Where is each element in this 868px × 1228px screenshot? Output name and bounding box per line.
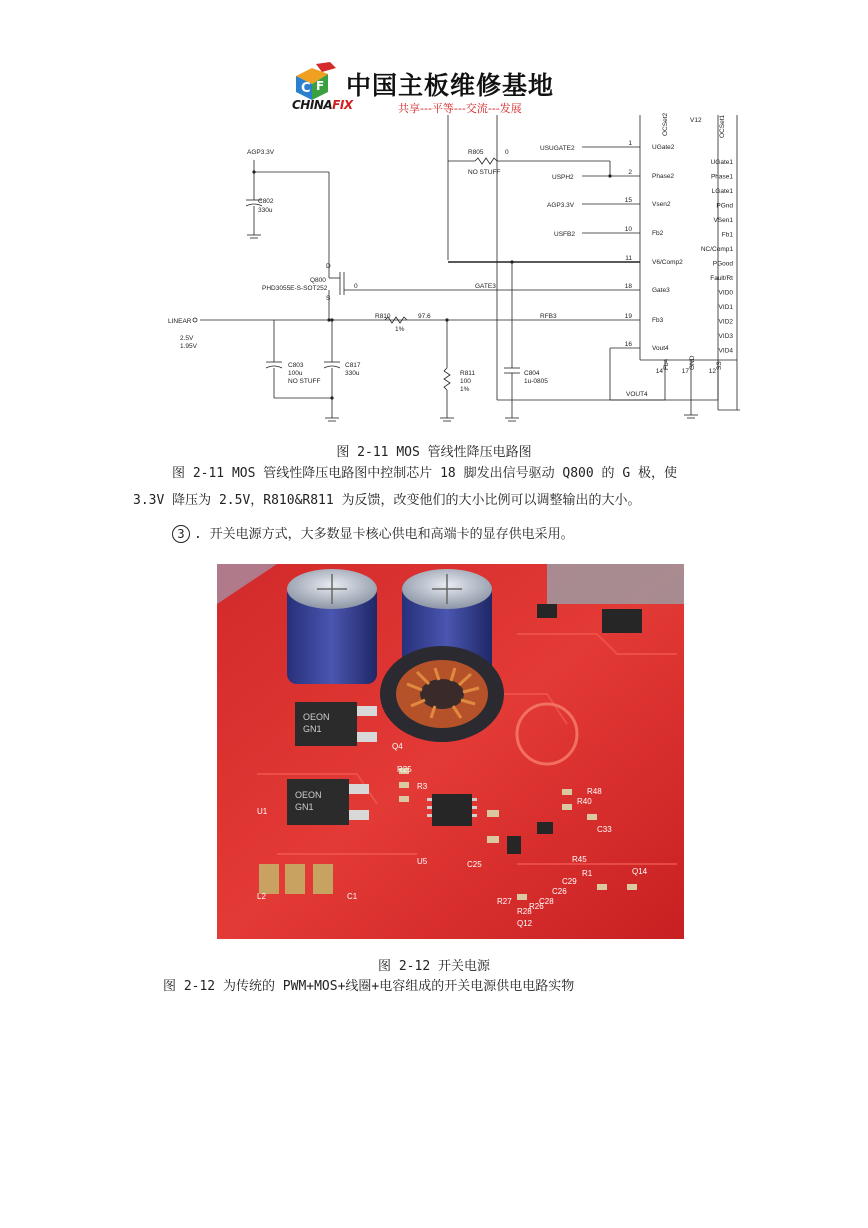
ic-pin-name: VID3 (718, 333, 733, 340)
switching-power-supply-photo (217, 564, 684, 939)
label-q800-part: PHD3055E-S-SOT252 (262, 285, 328, 292)
metal-bracket (547, 564, 684, 604)
label-c802: C802 (258, 198, 274, 205)
label-r811: R811 (460, 370, 476, 377)
ic-pin-number: 12 (708, 368, 716, 375)
ic-pin-name: VID2 (718, 318, 733, 326)
ic-pin-name: VSen1 (713, 217, 733, 224)
label-c817-val: 330u (345, 370, 360, 377)
label-usugate2: USUGATE2 (540, 145, 575, 152)
silkscreen-label: C28 (539, 897, 554, 906)
smd-transistor-2 (537, 822, 553, 834)
label-agp33-b: AGP3.3V (547, 202, 575, 209)
list-item-3-text: . 开关电源方式，大多数显卡核心供电和高端卡的显存供电采用。 (194, 527, 574, 542)
label-c802-val: 330u (258, 207, 273, 214)
label-c804-val: 1u-0805 (524, 378, 548, 385)
ic-pin-name: VID1 (718, 304, 733, 311)
toroid-inductor (380, 646, 504, 742)
silkscreen-label: R40 (577, 797, 592, 806)
ic-pin-name: VID0 (718, 289, 733, 297)
label-usfb2: USFB2 (554, 231, 575, 238)
ic-pin-name: Fb3 (652, 317, 664, 324)
silkscreen-label: R27 (497, 897, 512, 906)
label-r805-ns: NO STUFF (468, 169, 501, 176)
ic-pin-name: VID4 (718, 347, 733, 355)
ic-pin-number: 19 (624, 313, 632, 320)
ic-pin-name: Fb2 (652, 230, 664, 237)
label-d: D (326, 263, 331, 270)
electrolytic-capacitor-1 (287, 569, 377, 684)
ic-pin-name: Gate3 (652, 287, 670, 294)
ic-pin-name: V6/Comp2 (652, 259, 683, 266)
label-c803-ns: NO STUFF (288, 378, 321, 385)
brand-fix: FIX (332, 98, 353, 112)
silkscreen-label: C1 (347, 892, 358, 901)
chip-2-label: OEON (295, 790, 322, 800)
paragraph-1-line-1: 图 2-11 MOS 管线性降压电路图中控制芯片 18 脚发出信号驱动 Q800 的 G 极，使 (172, 466, 678, 481)
label-v12: V12 (690, 117, 702, 124)
ic-right-pins (701, 159, 734, 355)
svg-text:C: C (301, 81, 311, 96)
chip-2-code: GN1 (295, 802, 314, 812)
silkscreen-label: R25 (397, 765, 412, 774)
silkscreen-label: C26 (552, 887, 567, 896)
figure-2-12-caption: 图 2-12 开关电源 (378, 959, 490, 974)
label-linear: LINEAR (168, 318, 192, 325)
silkscreen-label: Q4 (392, 742, 403, 751)
circled-number-3: 3 (172, 525, 190, 543)
silkscreen-label: L2 (257, 892, 266, 901)
ic-pin-name: LGate1 (711, 188, 733, 195)
pwm-controller-chip (427, 794, 477, 826)
silkscreen-label: U5 (417, 857, 428, 866)
ic-pin-name: Phase1 (710, 173, 733, 181)
label-r805-val: 0 (505, 149, 509, 156)
label-agp33: AGP3.3V (247, 149, 275, 156)
silkscreen-label: R3 (417, 782, 428, 791)
site-title: 中国主板维修基地 (346, 71, 555, 100)
silkscreen-label: C29 (562, 877, 577, 886)
ic-pin-name: Fb1 (721, 231, 733, 239)
site-slogan: 共享---平等---交流---发展 (398, 102, 522, 115)
silkscreen-label: Q14 (632, 867, 648, 876)
label-rfb3: RFB3 (540, 313, 557, 320)
brand-china: CHINA (292, 98, 333, 112)
label-gate3: GATE3 (475, 283, 496, 290)
ic-pin-number: 10 (624, 226, 632, 233)
smd-transistor (537, 604, 557, 618)
mos-linear-regulator-schematic (150, 100, 750, 430)
ic-pin-name: Fb4 (663, 358, 670, 370)
ic-pin-number: 16 (624, 341, 632, 348)
paragraph-2: 图 2-12 为传统的 PWM+MOS+线圈+电容组成的开关电源供电电路实物 (163, 979, 575, 994)
label-1v95: 1.95V (180, 343, 197, 350)
ic-pin-number: 1 (628, 140, 632, 147)
chip-1-label: OEON (303, 712, 330, 722)
label-vout4: VOUT4 (626, 391, 648, 398)
ic-pin-name: UGate2 (652, 144, 675, 151)
silkscreen-label: U1 (257, 807, 268, 816)
silkscreen-label: C33 (597, 825, 612, 834)
svg-text:F: F (316, 79, 325, 93)
pcb-photo-illustration (217, 564, 684, 939)
chip-1-code: GN1 (303, 724, 322, 734)
silkscreen-label: Q12 (517, 919, 533, 928)
silkscreen-label: R28 (517, 907, 532, 916)
ic-pin-name: NC/Comp1 (700, 246, 733, 253)
label-r810-val: 97.6 (418, 313, 431, 320)
label-ocset2: OCSet2 (662, 112, 669, 136)
ic-pin-number: 2 (628, 169, 632, 176)
ic-pin-name: Vsen2 (652, 201, 671, 208)
ic-pin-number: 18 (624, 283, 632, 290)
ic-pin-number: 17 (681, 368, 689, 375)
label-r811-tol: 1% (460, 386, 470, 393)
list-item-3 (172, 521, 852, 548)
ic-pin-name: PGood (712, 260, 733, 268)
silkscreen-label: C25 (467, 860, 482, 869)
ic-bottom-pins (656, 355, 723, 375)
silkscreen-label: R45 (572, 855, 587, 864)
ic-pin-name: GND (689, 355, 696, 370)
ic-pin-name: Fault/Rt (710, 275, 733, 282)
label-c803: C803 (288, 362, 304, 369)
ic-pin-name: PGnd (716, 202, 733, 210)
label-c803-val: 100u (288, 370, 303, 377)
silkscreen-label: R1 (582, 869, 593, 878)
figure-2-11-caption: 图 2-11 MOS 管线性降压电路图 (336, 445, 532, 460)
ic-pin-name: Phase2 (652, 173, 675, 180)
label-r811-val: 100 (460, 378, 471, 385)
silkscreen-label: R26 (529, 902, 544, 911)
paragraph-1-line-2: 3.3V 降压为 2.5V，R810&R811 为反馈，改变他们的大小比例可以调整输出的大小。 (133, 493, 641, 508)
label-usph2: USPH2 (552, 174, 574, 181)
smd-chip (602, 609, 642, 633)
ic-pin-number: 14 (655, 368, 663, 375)
label-q800: Q800 (310, 277, 326, 284)
label-ocset1: OCSet1 (719, 114, 726, 138)
ic-pin-name: SS (716, 361, 723, 370)
label-r810-tol: 1% (395, 326, 405, 333)
ic-pin-name: UGate1 (710, 159, 733, 166)
label-r805: R805 (468, 149, 484, 156)
label-r810: R810 (375, 313, 391, 320)
smd-transistor-3 (507, 836, 521, 854)
silkscreen-label: R48 (587, 787, 602, 796)
ic-pin-number: 11 (625, 255, 632, 262)
label-2v5: 2.5V (180, 335, 194, 342)
chinafix-cube-icon (290, 62, 342, 102)
label-c804: C804 (524, 370, 540, 377)
label-s: S (326, 295, 331, 302)
ic-pin-number: 15 (624, 197, 632, 204)
label-zero: 0 (354, 283, 358, 290)
label-c817: C817 (345, 362, 361, 369)
ic-pin-name: Vout4 (652, 345, 669, 352)
